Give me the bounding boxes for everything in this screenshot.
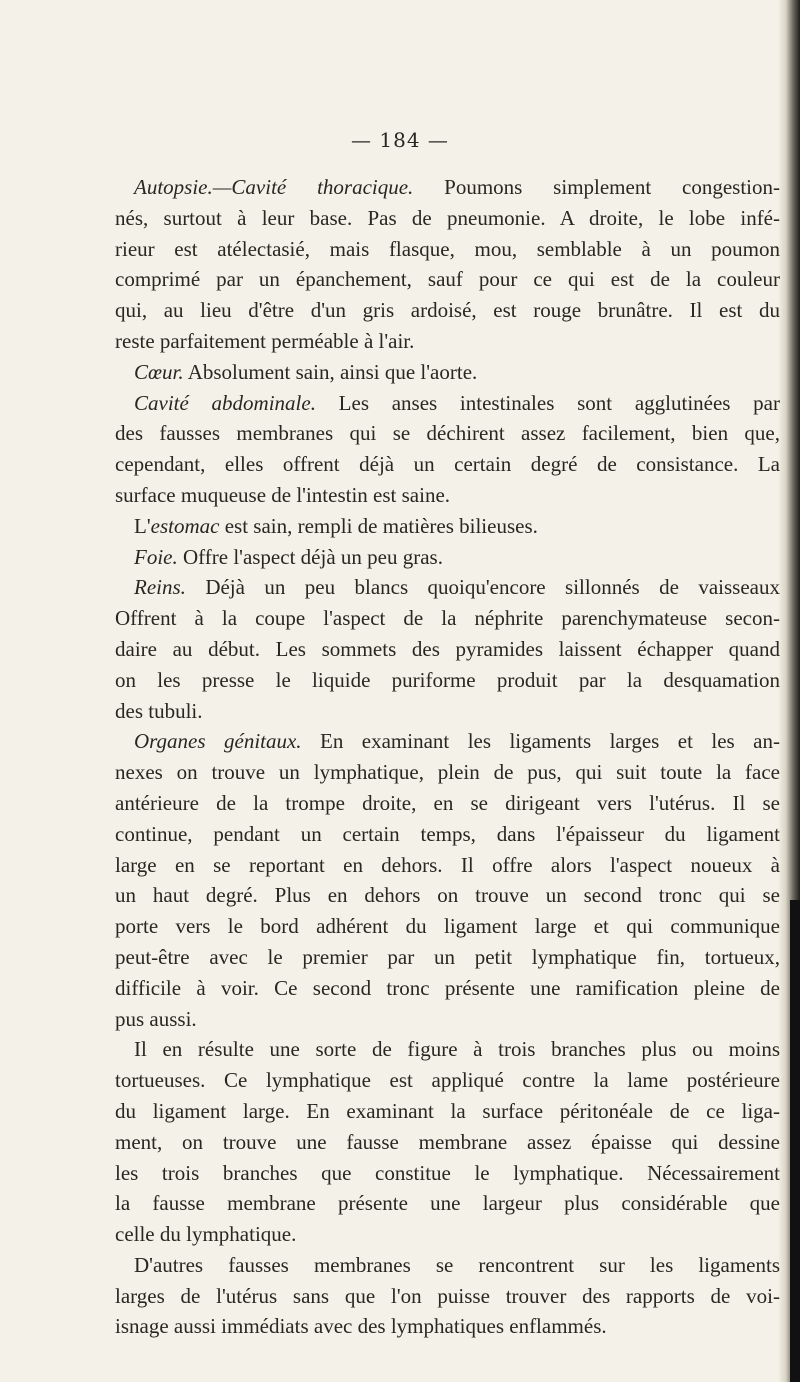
text-line: Offrent à la coupe l'aspect de la néphrite parenchymateuse secon-	[115, 606, 780, 631]
text-line: Foie. Offre l'aspect déjà un peu gras.	[134, 544, 443, 569]
text-line: reste parfaitement perméable à l'air.	[115, 328, 415, 353]
text-line: comprimé par un épanchement, sauf pour ce qui est de la couleur	[115, 267, 780, 292]
page-number: — 184 —	[351, 128, 449, 152]
text-line: D'autres fausses membranes se rencontrent sur les ligaments	[134, 1252, 780, 1277]
text-line: pus aussi.	[115, 1006, 197, 1031]
text-line: la fausse membrane présente une largeur plus considérable que	[115, 1191, 780, 1216]
text-line: celle du lymphatique.	[115, 1222, 297, 1247]
text-line: Cavité abdominale. Les anses intestinales sont agglutinées par	[134, 390, 780, 415]
text-line: peut-être avec le premier par un petit lymphatique fin, tortueux,	[115, 944, 780, 969]
text-line: les trois branches que constitue le lymphatique. Nécessairement	[115, 1160, 780, 1185]
text-line: large en se reportant en dehors. Il offre alors l'aspect noueux à	[115, 852, 780, 877]
section-heading: Autopsie.—Cavité thoracique.	[134, 175, 414, 199]
text-line: Autopsie.—Cavité thoracique. Poumons simplement congestion-	[134, 175, 780, 199]
section-heading: estomac	[150, 513, 220, 538]
text-line: rieur est atélectasié, mais flasque, mou, semblable à un poumon	[115, 236, 780, 261]
text-line: porte vers le bord adhérent du ligament large et qui communique	[115, 914, 780, 939]
text-line: continue, pendant un certain temps, dans l'épaisseur du ligament	[115, 821, 780, 846]
text-line: Organes génitaux. En examinant les ligaments larges et les an-	[134, 729, 780, 754]
text-line: surface muqueuse de l'intestin est saine.	[115, 482, 451, 507]
text-line: Reins. Déjà un peu blancs quoiqu'encore sillonnés de vaisseaux	[134, 575, 780, 600]
section-heading: Reins.	[134, 575, 186, 600]
section-heading: Cœur.	[134, 359, 184, 384]
text-line: daire au début. Les sommets des pyramides laissent échapper quand	[115, 636, 780, 661]
text-line: des fausses membranes qui se déchirent assez facilement, bien que,	[115, 421, 780, 446]
text-line: du ligament large. En examinant la surface péritonéale de ce liga-	[115, 1098, 780, 1123]
text-line: nés, surtout à leur base. Pas de pneumonie. A droite, le lobe infé-	[115, 205, 780, 230]
text-line: on les presse le liquide puriforme produit par la desquamation	[115, 667, 780, 692]
text-line: larges de l'utérus sans que l'on puisse trouver des rapports de voi-	[115, 1283, 780, 1308]
text-line: cependant, elles offrent déjà un certain degré de consistance. La	[115, 452, 780, 477]
text-line: Il en résulte une sorte de figure à trois branches plus ou moins	[134, 1037, 780, 1062]
text-line: difficile à voir. Ce second tronc présente une ramification pleine de	[115, 975, 780, 1000]
text-line: qui, au lieu d'être d'un gris ardoisé, est rouge brunâtre. Il est du	[115, 298, 780, 323]
section-heading: Foie.	[134, 544, 178, 569]
text-line: des tubuli.	[115, 698, 203, 723]
section-heading: Organes génitaux.	[134, 729, 302, 754]
page-edge-binding	[790, 900, 800, 1382]
text-line: ment, on trouve une fausse membrane assez épaisse qui dessine	[115, 1129, 780, 1154]
section-heading: Cavité abdominale.	[134, 390, 316, 415]
text-line: L'estomac est sain, rempli de matières bilieuses.	[134, 513, 538, 538]
text-line: antérieure de la trompe droite, en se dirigeant vers l'utérus. Il se	[115, 790, 780, 815]
text-line: tortueuses. Ce lymphatique est appliqué contre la lame postérieure	[115, 1068, 780, 1093]
body-text	[115, 172, 780, 1342]
text-line: un haut degré. Plus en dehors on trouve un second tronc qui se	[115, 883, 780, 908]
text-line: nexes on trouve un lymphatique, plein de pus, qui suit toute la face	[115, 760, 780, 785]
text-line: Cœur. Absolument sain, ainsi que l'aorte.	[134, 359, 478, 384]
text-line: isnage aussi immédiats avec des lymphatiques enflammés.	[115, 1314, 607, 1339]
